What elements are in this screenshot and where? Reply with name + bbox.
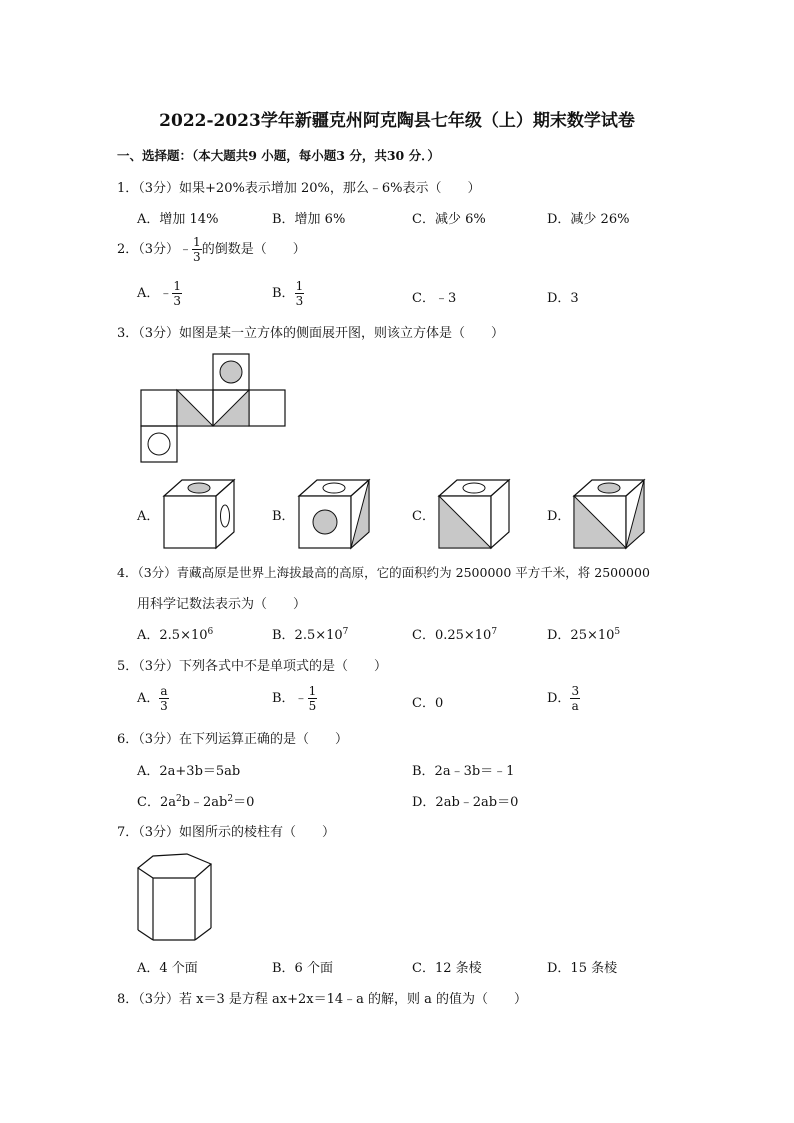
q5-option-c: C．0: [412, 696, 444, 711]
q2-option-d: D．3: [547, 291, 579, 306]
section-heading: 一、选择题：（本大题共9 小题，每小题3 分，共30 分．）: [117, 148, 440, 163]
q5-option-d: D． $\frac{3}{a}$: [547, 684, 580, 713]
q2-option-b: B． $\frac{1}{3}$: [272, 279, 304, 308]
q1-option-a: A．增加 14%: [137, 212, 219, 227]
q3-option-a: A．: [137, 509, 160, 524]
q4-option-c: C．$0.25\times 10^7$: [412, 627, 498, 643]
q7-option-a: A．4 个面: [137, 961, 198, 976]
q2-option-a: A．﹣ $\frac{1}{3}$: [137, 279, 182, 308]
q2-suffix: 的倒数是（ ）: [201, 242, 306, 257]
q1-option-c: C．减少 6%: [412, 212, 486, 227]
q2-fraction: $\frac{1}{3}$: [193, 235, 201, 264]
q4-option-b: B．$2.5\times 10^7$: [272, 627, 349, 643]
q7-option-c: C．12 条棱: [412, 961, 482, 976]
q5-option-b: B．﹣ $\frac{1}{5}$: [272, 684, 317, 713]
q6-option-c: C．$2a^2b﹣2ab^2=0$: [137, 794, 255, 810]
q7-option-b: B．6 个面: [272, 961, 333, 976]
question-5-stem: 5．（3分）下列各式中不是单项式的是（ ）: [117, 659, 388, 674]
q4-option-d: D．$25\times 10^5$: [547, 627, 621, 643]
q1-option-b: B．增加 6%: [272, 212, 346, 227]
question-6-stem: 6．（3分）在下列运算正确的是（ ）: [117, 732, 349, 747]
q4-option-a: A．$2.5\times 10^6$: [137, 627, 214, 643]
q6-option-d: D．2ab﹣2ab＝0: [412, 795, 519, 810]
question-3-stem: 3．（3分）如图是某一立方体的侧面展开图，则该立方体是（ ）: [117, 326, 505, 341]
q2-option-c: C．﹣3: [412, 291, 457, 306]
question-7-stem: 7．（3分）如图所示的棱柱有（ ）: [117, 825, 336, 840]
question-8-stem: 8．（3分）若 x＝3 是方程 ax+2x＝14﹣a 的解，则 a 的值为（ ）: [117, 992, 528, 1007]
q6-option-a: A．2a+3b＝5ab: [137, 764, 241, 779]
cube-net-figure: [140, 353, 290, 468]
q3-option-d: D．: [547, 509, 571, 524]
q3-cube-d: [572, 478, 647, 550]
q6-option-b: B．2a﹣3b＝﹣1: [412, 764, 515, 779]
q7-option-d: D．15 条棱: [547, 961, 618, 976]
q1-option-d: D．减少 26%: [547, 212, 630, 227]
question-2-stem: [117, 236, 306, 263]
q3-option-c: C．: [412, 509, 435, 524]
question-4-stem-line1: 4．（3分）青藏高原是世界上海拔最高的高原，它的面积约为 2500000 平方千米，将 2500000: [117, 565, 650, 580]
page-title: 2022-2023学年新疆克州阿克陶县七年级（上）期末数学试卷: [159, 111, 635, 131]
q3-cube-b: [297, 478, 372, 550]
q2-prefix: 2．（3分）﹣: [117, 242, 193, 257]
question-1-stem: 1．（3分）如果+20%表示增加 20%，那么﹣6%表示（ ）: [117, 181, 481, 196]
q3-option-b: B．: [272, 509, 295, 524]
question-4-stem-line2: 用科学记数法表示为（ ）: [137, 597, 307, 612]
pentagonal-prism-figure: [135, 852, 215, 944]
q5-option-a: A． $\frac{a}{3}$: [137, 684, 168, 713]
q3-cube-a: [162, 478, 237, 550]
q3-cube-c: [437, 478, 512, 550]
